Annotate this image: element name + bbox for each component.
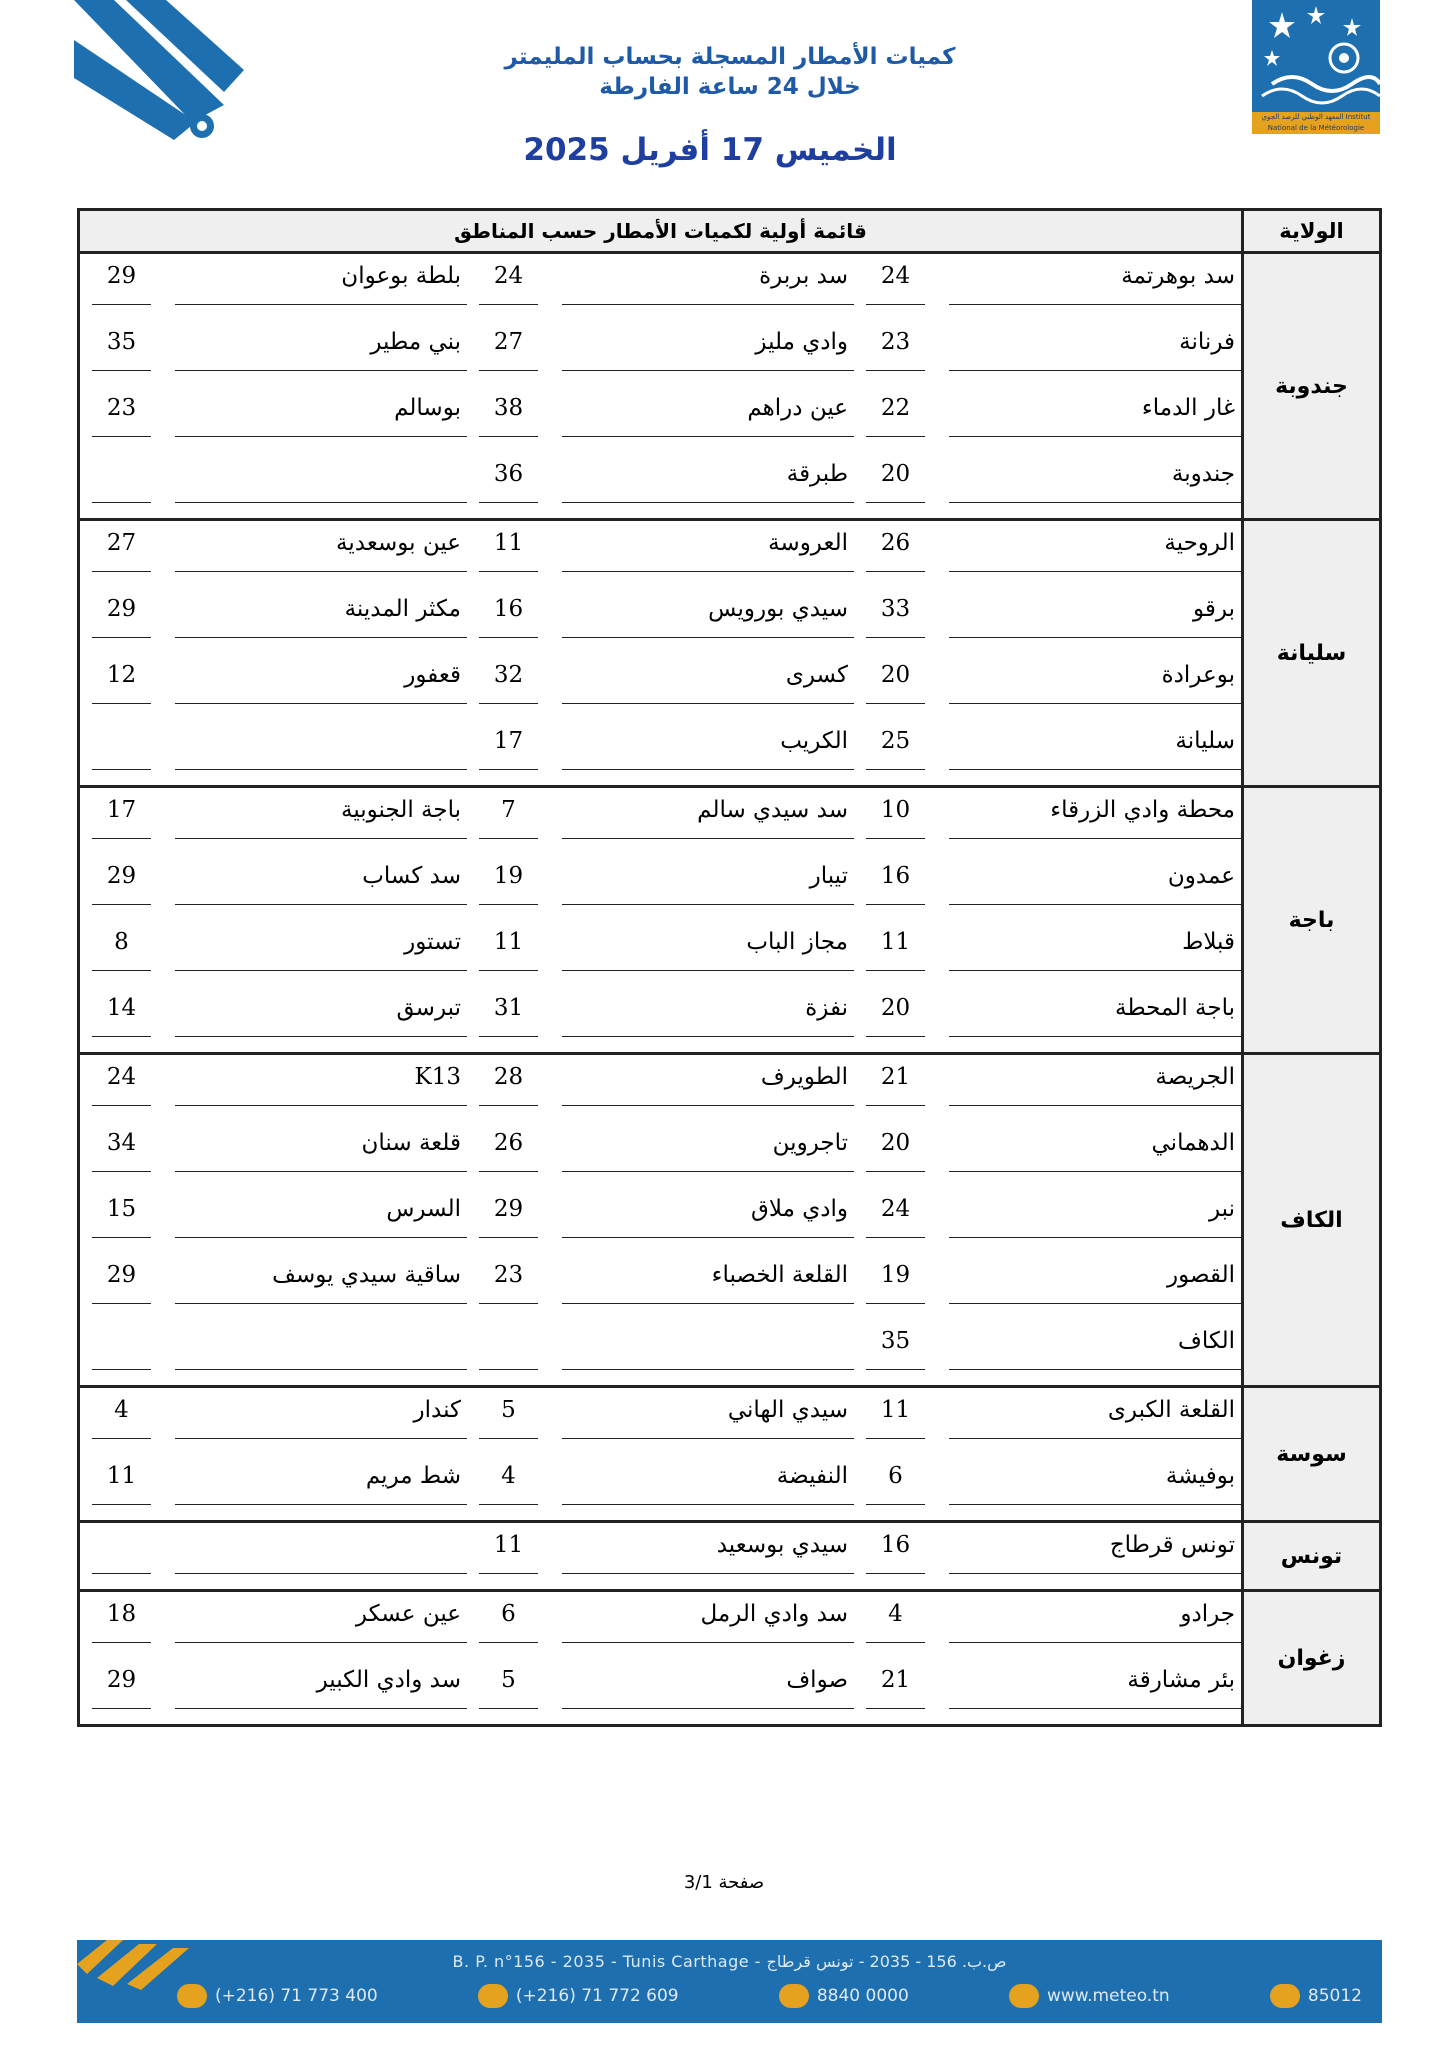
- station-name: قبلاط: [949, 920, 1241, 971]
- rainfall-value: 35: [866, 1319, 925, 1370]
- station-name: قعفور: [175, 653, 467, 704]
- station-name: سد وادي الرمل: [562, 1592, 854, 1643]
- rainfall-value: 27: [92, 521, 151, 572]
- logo-band: المعهد الوطني للرصد الجوي Institut National de la Météorologie: [1252, 112, 1380, 134]
- table-row: [79, 920, 1381, 986]
- rainfall-value: 23: [92, 386, 151, 437]
- rainfall-value: 18: [92, 1592, 151, 1643]
- rainfall-value: 11: [479, 920, 538, 971]
- station-name: ساقية سيدي يوسف: [175, 1253, 467, 1304]
- station-name: تاجروين: [562, 1121, 854, 1172]
- station-name: سيدي الهاني: [562, 1388, 854, 1439]
- station-name: محطة وادي الزرقاء: [949, 788, 1241, 839]
- rainfall-value: [92, 1319, 151, 1370]
- table-row: [79, 1387, 1381, 1455]
- stations-cell: [79, 520, 1243, 588]
- rainfall-value: 4: [479, 1454, 538, 1505]
- rainfall-value: 20: [866, 653, 925, 704]
- table-row: [79, 1658, 1381, 1726]
- stations-cell: [79, 787, 1243, 855]
- rainfall-value: 38: [479, 386, 538, 437]
- station-name: بوعرادة: [949, 653, 1241, 704]
- table-row: [79, 1054, 1381, 1122]
- station-name: سيدي بوسعيد: [562, 1523, 854, 1574]
- table-row: [79, 1253, 1381, 1319]
- table-row: [79, 1121, 1381, 1187]
- rainfall-value: 29: [479, 1187, 538, 1238]
- station-name: القلعة الكبرى: [949, 1388, 1241, 1439]
- station-name: عمدون: [949, 854, 1241, 905]
- station-name: جندوبة: [949, 452, 1241, 503]
- governorate-name: جندوبة: [1243, 253, 1381, 520]
- rainfall-value: 33: [866, 587, 925, 638]
- table-row: [79, 787, 1381, 855]
- rainfall-value: 29: [92, 254, 151, 305]
- title-line-1: كميات الأمطار المسجلة بحساب المليمتر: [504, 44, 956, 70]
- hotline-icon: [779, 1984, 809, 2008]
- stations-cell: [79, 587, 1243, 653]
- station-name: بني مطير: [175, 320, 467, 371]
- footer-website[interactable]: www.meteo.tn: [1009, 1984, 1170, 2008]
- stations-cell: [79, 452, 1243, 520]
- table-row: [79, 1522, 1381, 1591]
- rainfall-value: 11: [866, 1388, 925, 1439]
- station-name: غار الدماء: [949, 386, 1241, 437]
- rainfall-value: 15: [92, 1187, 151, 1238]
- list-header: قائمة أولية لكميات الأمطار حسب المناطق: [79, 210, 1243, 253]
- rainfall-value: [92, 1523, 151, 1574]
- rainfall-value: 4: [92, 1388, 151, 1439]
- governorate-header: الولاية: [1243, 210, 1381, 253]
- rainfall-value: 6: [479, 1592, 538, 1643]
- station-name: عين بوسعدية: [175, 521, 467, 572]
- rainfall-value: 17: [479, 719, 538, 770]
- footer-hotline: 8840 0000: [779, 1984, 909, 2008]
- rainfall-value: 29: [92, 1253, 151, 1304]
- table-row: [79, 520, 1381, 588]
- institute-logo: [1252, 0, 1380, 134]
- title-line-2: خلال 24 ساعة الفارطة: [599, 74, 861, 100]
- table-row: [79, 986, 1381, 1054]
- station-name: النفيضة: [562, 1454, 854, 1505]
- station-name: عين عسكر: [175, 1592, 467, 1643]
- rainfall-value: 4: [866, 1592, 925, 1643]
- stations-cell: [79, 1121, 1243, 1187]
- sun-star-icon: [1252, 0, 1380, 112]
- stations-cell: [79, 1054, 1243, 1122]
- fax-icon: [478, 1984, 508, 2008]
- governorate-name: سوسة: [1243, 1387, 1381, 1522]
- station-name: الكريب: [562, 719, 854, 770]
- rainfall-value: 31: [479, 986, 538, 1037]
- table-row: [79, 587, 1381, 653]
- footer-fax: (+216) 71 772 609: [478, 1984, 679, 2008]
- rainfall-value: 5: [479, 1658, 538, 1709]
- stations-cell: [79, 986, 1243, 1054]
- station-name: مجاز الباب: [562, 920, 854, 971]
- rainfall-value: [479, 1319, 538, 1370]
- station-name: كندار: [175, 1388, 467, 1439]
- table-row: [79, 320, 1381, 386]
- station-name: سد بربرة: [562, 254, 854, 305]
- station-name: طبرقة: [562, 452, 854, 503]
- station-name: وادي ملاق: [562, 1187, 854, 1238]
- station-name: سليانة: [949, 719, 1241, 770]
- table-row: [79, 253, 1381, 321]
- station-name: عين دراهم: [562, 386, 854, 437]
- station-name: بلطة بوعوان: [175, 254, 467, 305]
- footer-address: B. P. n°156 - 2035 - Tunis Carthage - ص.ب. 156 - 2035 - تونس قرطاج: [452, 1952, 1007, 1971]
- station-name: نفزة: [562, 986, 854, 1037]
- stripes-logo-icon: [74, 0, 244, 140]
- stations-cell: [79, 1658, 1243, 1726]
- station-name: العروسة: [562, 521, 854, 572]
- rainfall-value: 11: [479, 1523, 538, 1574]
- station-name: بوفيشة: [949, 1454, 1241, 1505]
- rainfall-value: 16: [479, 587, 538, 638]
- rainfall-value: 17: [92, 788, 151, 839]
- stations-cell: [79, 1387, 1243, 1455]
- station-name: مكثر المدينة: [175, 587, 467, 638]
- station-name: الجريصة: [949, 1055, 1241, 1106]
- rainfall-value: 20: [866, 1121, 925, 1172]
- stations-cell: [79, 1319, 1243, 1387]
- table-row: [79, 1591, 1381, 1659]
- globe-icon: [1009, 1984, 1039, 2008]
- rainfall-value: 5: [479, 1388, 538, 1439]
- station-name: الدهماني: [949, 1121, 1241, 1172]
- station-name: سد كساب: [175, 854, 467, 905]
- stations-cell: [79, 920, 1243, 986]
- rainfall-value: 20: [866, 452, 925, 503]
- stations-cell: [79, 1187, 1243, 1253]
- station-name: فرنانة: [949, 320, 1241, 371]
- rainfall-value: 11: [479, 521, 538, 572]
- table-row: [79, 1319, 1381, 1387]
- station-name: تبرسق: [175, 986, 467, 1037]
- table-row: [79, 719, 1381, 787]
- rainfall-value: 10: [866, 788, 925, 839]
- footer-contacts: [177, 1984, 1362, 2008]
- rainfall-table-body: [79, 253, 1381, 1726]
- page-number: صفحة 3/1: [683, 1872, 765, 1893]
- station-name: [175, 452, 467, 503]
- rainfall-value: 32: [479, 653, 538, 704]
- rainfall-value: 28: [479, 1055, 538, 1106]
- station-name: باجة المحطة: [949, 986, 1241, 1037]
- governorate-name: باجة: [1243, 787, 1381, 1054]
- stations-cell: [79, 1522, 1243, 1591]
- station-name: القصور: [949, 1253, 1241, 1304]
- rainfall-value: 29: [92, 854, 151, 905]
- stations-cell: [79, 253, 1243, 321]
- station-name: تونس قرطاج: [949, 1523, 1241, 1574]
- rainfall-value: [92, 452, 151, 503]
- rainfall-value: 29: [92, 587, 151, 638]
- rainfall-value: 11: [866, 920, 925, 971]
- rainfall-value: 19: [866, 1253, 925, 1304]
- station-name: السرس: [175, 1187, 467, 1238]
- rainfall-value: 12: [92, 653, 151, 704]
- rainfall-value: 23: [866, 320, 925, 371]
- station-name: سد بوهرتمة: [949, 254, 1241, 305]
- rainfall-value: 24: [479, 254, 538, 305]
- stations-cell: [79, 1454, 1243, 1522]
- station-name: جرادو: [949, 1592, 1241, 1643]
- rainfall-value: 27: [479, 320, 538, 371]
- station-name: نبر: [949, 1187, 1241, 1238]
- rainfall-value: 25: [866, 719, 925, 770]
- rainfall-value: [92, 719, 151, 770]
- station-name: K13: [175, 1055, 467, 1106]
- station-name: [175, 1319, 467, 1370]
- stations-cell: [79, 854, 1243, 920]
- rainfall-value: 23: [479, 1253, 538, 1304]
- station-name: بئر مشارقة: [949, 1658, 1241, 1709]
- station-name: شط مريم: [175, 1454, 467, 1505]
- station-name: صواف: [562, 1658, 854, 1709]
- rainfall-value: 24: [92, 1055, 151, 1106]
- rainfall-value: 21: [866, 1658, 925, 1709]
- rainfall-value: 34: [92, 1121, 151, 1172]
- stations-cell: [79, 1591, 1243, 1659]
- station-name: بوسالم: [175, 386, 467, 437]
- station-name: تستور: [175, 920, 467, 971]
- rainfall-value: 35: [92, 320, 151, 371]
- rainfall-value: 20: [866, 986, 925, 1037]
- rainfall-value: 6: [866, 1454, 925, 1505]
- station-name: سد سيدي سالم: [562, 788, 854, 839]
- stations-cell: [79, 719, 1243, 787]
- stations-cell: [79, 386, 1243, 452]
- station-name: الطويرف: [562, 1055, 854, 1106]
- stations-cell: [79, 653, 1243, 719]
- rainfall-value: 8: [92, 920, 151, 971]
- table-row: [79, 1187, 1381, 1253]
- footer-sms: 85012: [1270, 1984, 1362, 2008]
- rainfall-value: 24: [866, 254, 925, 305]
- rainfall-value: 24: [866, 1187, 925, 1238]
- rainfall-value: 7: [479, 788, 538, 839]
- station-name: [175, 719, 467, 770]
- rainfall-value: 22: [866, 386, 925, 437]
- table-row: [79, 1454, 1381, 1522]
- footer: [77, 1940, 1382, 2023]
- governorate-name: زغوان: [1243, 1591, 1381, 1726]
- station-name: [175, 1523, 467, 1574]
- station-name: وادي مليز: [562, 320, 854, 371]
- rainfall-value: 26: [479, 1121, 538, 1172]
- rainfall-value: 26: [866, 521, 925, 572]
- station-name: تيبار: [562, 854, 854, 905]
- sms-icon: [1270, 1984, 1300, 2008]
- rainfall-value: 29: [92, 1658, 151, 1709]
- station-name: الكاف: [949, 1319, 1241, 1370]
- table-row: [79, 854, 1381, 920]
- rainfall-value: 16: [866, 1523, 925, 1574]
- station-name: باجة الجنوبية: [175, 788, 467, 839]
- governorate-name: تونس: [1243, 1522, 1381, 1591]
- station-name: برقو: [949, 587, 1241, 638]
- report-date: الخميس 17 أفريل 2025: [523, 132, 897, 168]
- table-row: [79, 452, 1381, 520]
- governorate-name: سليانة: [1243, 520, 1381, 787]
- footer-phone: (+216) 71 773 400: [177, 1984, 378, 2008]
- stations-cell: [79, 1253, 1243, 1319]
- station-name: سيدي بورويس: [562, 587, 854, 638]
- rainfall-value: 36: [479, 452, 538, 503]
- station-name: قلعة سنان: [175, 1121, 467, 1172]
- table-row: [79, 386, 1381, 452]
- station-name: القلعة الخصباء: [562, 1253, 854, 1304]
- governorate-name: الكاف: [1243, 1054, 1381, 1387]
- rainfall-value: 16: [866, 854, 925, 905]
- phone-icon: [177, 1984, 207, 2008]
- station-name: سد وادي الكبير: [175, 1658, 467, 1709]
- station-name: كسرى: [562, 653, 854, 704]
- rainfall-table: [77, 208, 1382, 1727]
- stations-cell: [79, 320, 1243, 386]
- station-name: [562, 1319, 854, 1370]
- rainfall-value: 19: [479, 854, 538, 905]
- station-name: الروحية: [949, 521, 1241, 572]
- rainfall-value: 11: [92, 1454, 151, 1505]
- rainfall-value: 14: [92, 986, 151, 1037]
- rainfall-value: 21: [866, 1055, 925, 1106]
- table-row: [79, 653, 1381, 719]
